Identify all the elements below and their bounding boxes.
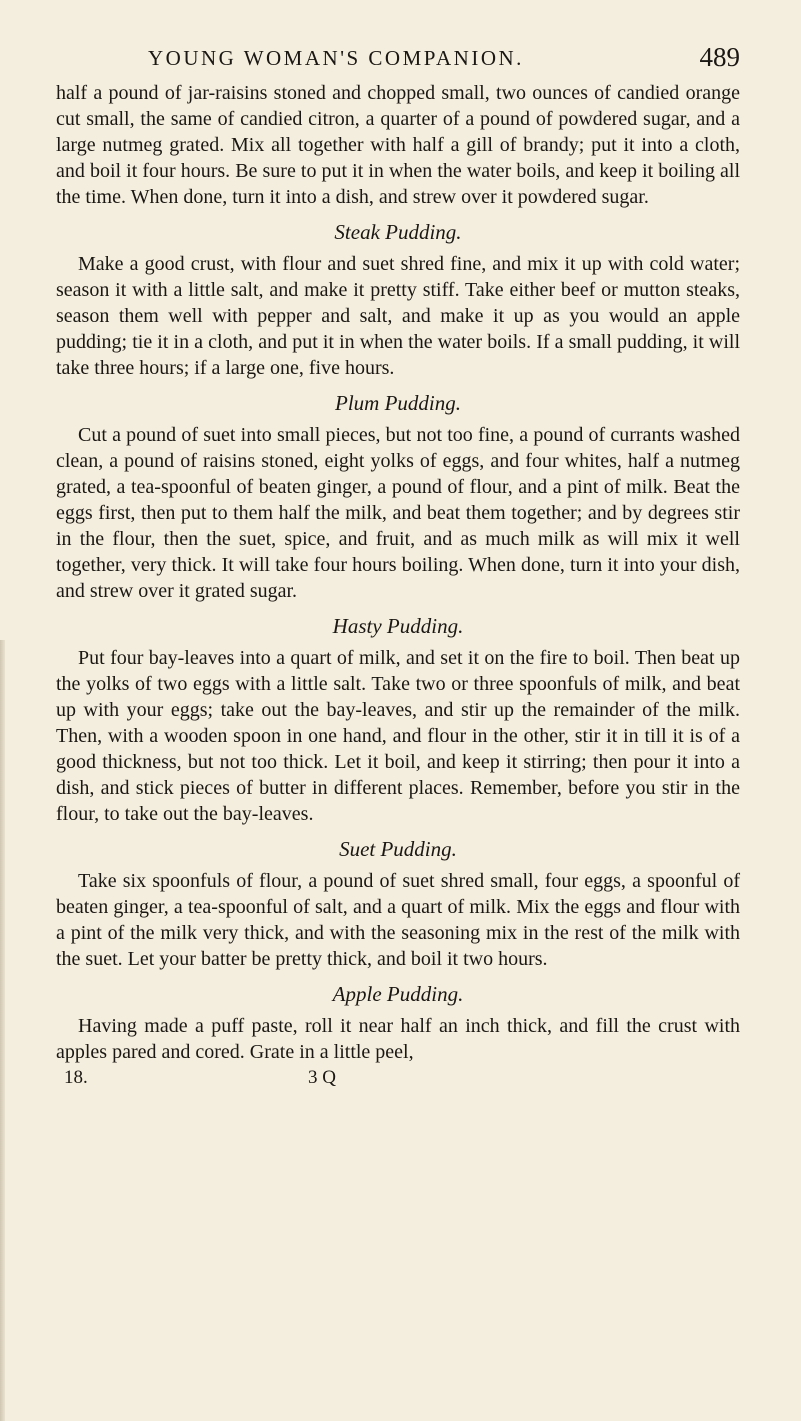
page-edge-shadow	[0, 640, 5, 1421]
recipe-body-suet: Take six spoonfuls of flour, a pound of suet shred small, four eggs, a spoonful of beaten ginger, a tea-spoonful of salt, and a quart of milk. Mix the eggs and flour with a pint of the milk very thick, and with the seasoning mix in the rest of the milk with the suet. Let your batter be pretty thick, and boil it two hours.	[56, 870, 740, 970]
signature-number: 18.	[64, 1067, 88, 1088]
recipe-heading-suet: Suet Pudding.	[339, 837, 457, 861]
book-page	[56, 36, 740, 1093]
recipe-heading-hasty: Hasty Pudding.	[332, 614, 464, 638]
running-title: YOUNG WOMAN'S COMPANION.	[148, 46, 524, 70]
recipe-heading-steak: Steak Pudding.	[334, 220, 462, 244]
page-footer	[56, 1067, 740, 1093]
page-number: 489	[699, 42, 740, 72]
recipe-body-apple: Having made a puff paste, roll it near half an inch thick, and fill the crust with apples pared and cored. Grate in a little peel,	[56, 1015, 740, 1063]
intro-paragraph: half a pound of jar-raisins stoned and chopped small, two ounces of candied orange cut small, the same of candied citron, a quarter of a pound of powdered sugar, and a large nutmeg grated. Mix all together with half a gill of brandy; put it into a cloth, and boil it four hours. Be sure to put it in when the water boils, and keep it boiling all the time. When done, turn it into a dish, and strew over it powdered sugar.	[56, 82, 740, 208]
recipe-heading-plum: Plum Pudding.	[335, 391, 461, 415]
signature-mark: 3 Q	[308, 1067, 336, 1088]
recipe-body-steak: Make a good crust, with flour and suet shred fine, and mix it up with cold water; season it with a little salt, and make it pretty stiff. Take either beef or mutton steaks, season them well with pepper and salt, and make it up as you would an apple pudding; tie it in a cloth, and put it in when the water boils. If a small pudding, it will take three hours; if a large one, five hours.	[56, 253, 740, 379]
running-head	[56, 36, 740, 80]
recipe-heading-apple: Apple Pudding.	[332, 982, 464, 1006]
recipe-body-plum: Cut a pound of suet into small pieces, but not too fine, a pound of currants washed clean, a pound of raisins stoned, eight yolks of eggs, and four whites, half a nutmeg grated, a tea-spoonful of beaten ginger, a pound of flour, and a pint of milk. Beat the eggs first, then put to them half the milk, and beat them together; and by degrees stir in the flour, then the suet, spice, and fruit, and as much milk as will mix it well together, very thick. It will take four hours boiling. When done, turn it into your dish, and strew over it grated sugar.	[56, 424, 740, 602]
recipe-body-hasty: Put four bay-leaves into a quart of milk, and set it on the fire to boil. Then beat up the yolks of two eggs with a little salt. Take two or three spoonfuls of milk, and beat up with your eggs; take out the bay-leaves, and stir up the remainder of the milk. Then, with a wooden spoon in one hand, and flour in the other, stir it in till it is of a good thickness, but not too thick. Let it boil, and keep it stirring; then pour it into a dish, and stick pieces of butter in different places. Remember, before you stir in the flour, to take out the bay-leaves.	[56, 647, 740, 825]
